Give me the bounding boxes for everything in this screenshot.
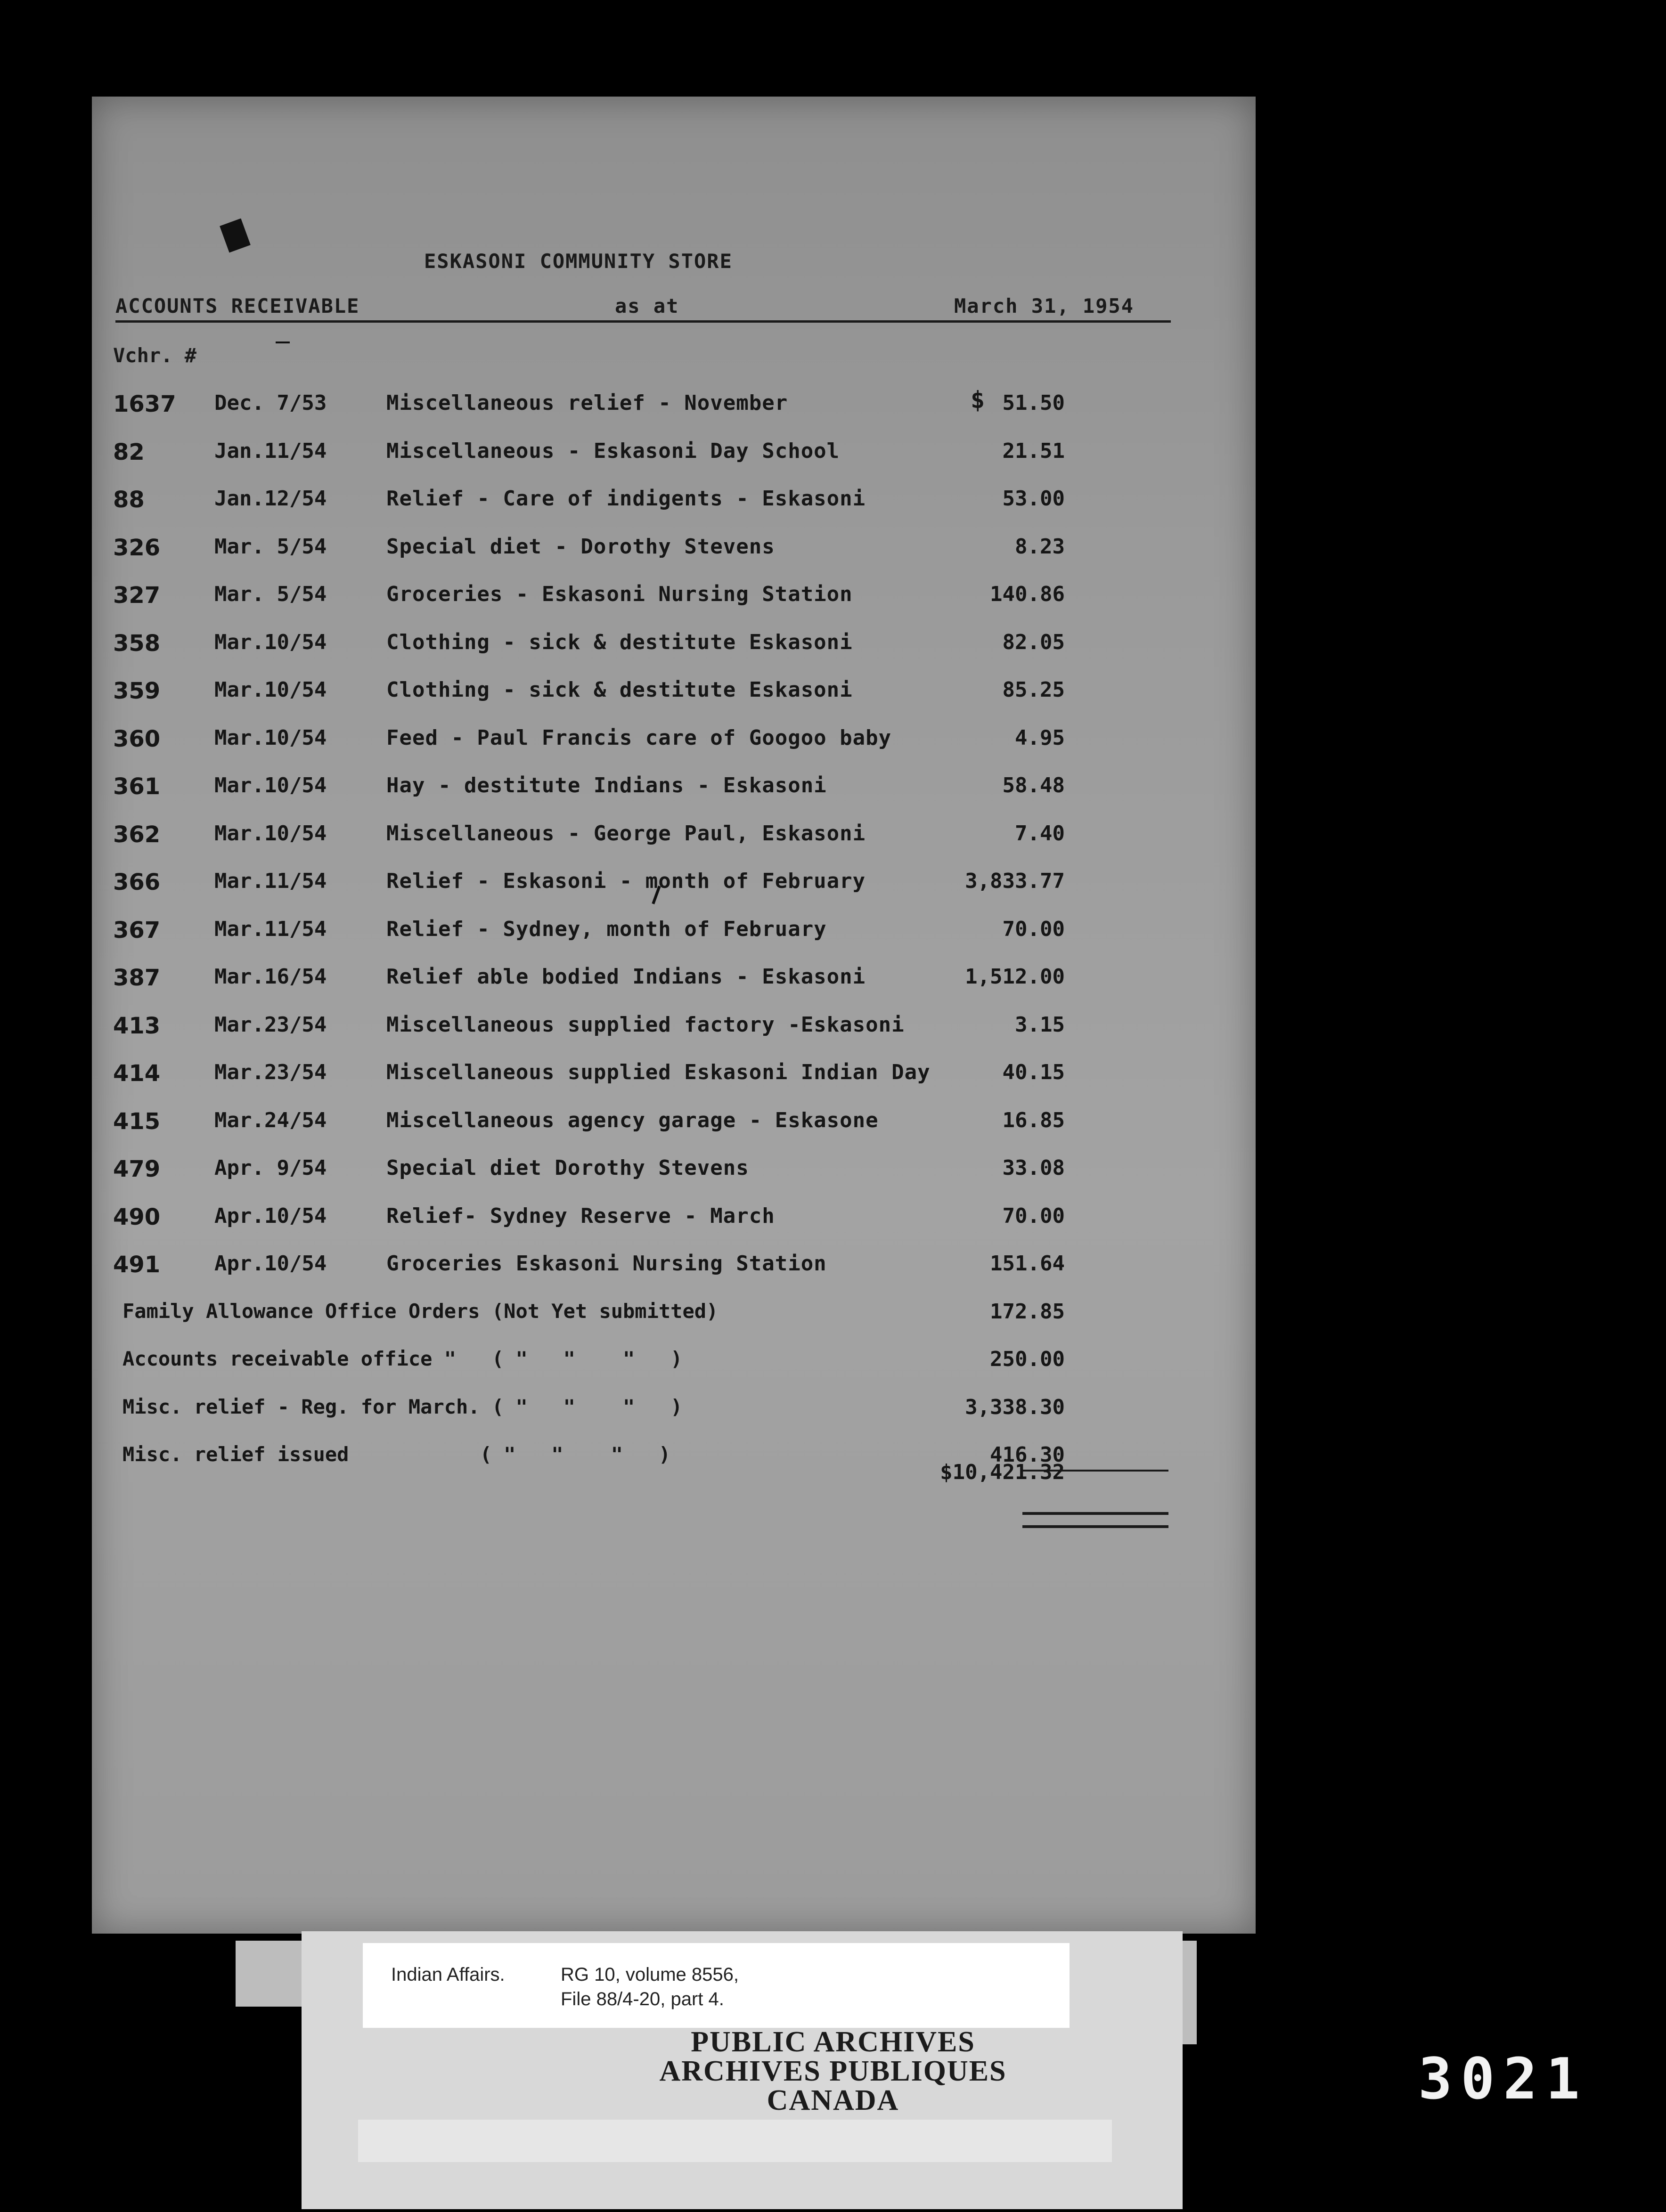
frame-number: 3021: [1418, 2047, 1588, 2112]
entry-amount: 8.23: [1015, 534, 1065, 559]
entry-date: Mar.11/54: [214, 917, 327, 941]
table-row: [0, 678, 1164, 706]
table-row: [0, 1156, 1164, 1184]
entry-amount: 21.51: [1002, 439, 1065, 463]
archive-name-fr: ARCHIVES PUBLIQUES: [659, 2055, 1007, 2087]
entry-amount: 85.25: [1002, 678, 1065, 702]
table-row: [0, 917, 1164, 945]
table-row: [0, 391, 1164, 419]
summary-amount: 3,338.30: [965, 1395, 1065, 1419]
heading-left: ACCOUNTS RECEIVABLE: [115, 294, 360, 317]
voucher-number: 82: [113, 439, 145, 465]
archive-ref-line1: RG 10, volume 8556,: [561, 1964, 739, 1985]
total-double-underline-1: [1022, 1512, 1168, 1515]
entry-description: Hay - destitute Indians - Eskasoni: [386, 773, 827, 797]
entry-date: Dec. 7/53: [214, 391, 327, 415]
table-row: [0, 726, 1164, 754]
entry-description: Relief- Sydney Reserve - March: [386, 1204, 775, 1228]
entry-description: Groceries Eskasoni Nursing Station: [386, 1252, 827, 1276]
entry-date: Mar.10/54: [214, 725, 327, 750]
table-row: [0, 773, 1164, 802]
entry-amount: 4.95: [1015, 725, 1065, 750]
summary-amount: 250.00: [990, 1347, 1065, 1371]
table-row: [0, 1204, 1164, 1232]
summary-row: [0, 1347, 1164, 1375]
entry-description: Special diet Dorothy Stevens: [386, 1156, 749, 1180]
entry-date: Jan.12/54: [214, 487, 327, 511]
voucher-number: 361: [113, 773, 161, 800]
dollar-sign: $: [971, 386, 985, 414]
entry-description: Relief - Care of indigents - Eskasoni: [386, 487, 866, 511]
entry-date: Mar.23/54: [214, 1012, 327, 1037]
voucher-number: 413: [113, 1012, 161, 1039]
archive-name-en: PUBLIC ARCHIVES: [691, 2026, 975, 2058]
entry-date: Mar.16/54: [214, 965, 327, 989]
voucher-number: 415: [113, 1108, 161, 1135]
entry-description: Clothing - sick & destitute Eskasoni: [386, 630, 853, 654]
store-title: ESKASONI COMMUNITY STORE: [424, 250, 733, 273]
table-row: [0, 869, 1164, 897]
entry-date: Mar.10/54: [214, 630, 327, 654]
summary-amount: 172.85: [990, 1299, 1065, 1324]
summary-label: Family Allowance Office Orders (Not Yet submitted): [122, 1299, 719, 1323]
voucher-number: 414: [113, 1060, 161, 1087]
voucher-number: 491: [113, 1252, 161, 1278]
entry-amount: 140.86: [990, 582, 1065, 606]
entry-amount: 3,833.77: [965, 869, 1065, 893]
table-row: [0, 1108, 1164, 1137]
voucher-number: 366: [113, 869, 161, 895]
archive-reference-slip: [363, 1943, 1070, 2028]
voucher-number: 490: [113, 1204, 161, 1230]
entry-description: Clothing - sick & destitute Eskasoni: [386, 678, 853, 702]
entry-date: Mar. 5/54: [214, 582, 327, 606]
entry-date: Apr.10/54: [214, 1252, 327, 1276]
entry-date: Jan.11/54: [214, 439, 327, 463]
entry-date: Apr. 9/54: [214, 1156, 327, 1180]
entry-description: Miscellaneous - Eskasoni Day School: [386, 439, 840, 463]
archive-source: Indian Affairs.: [391, 1964, 505, 1985]
table-row: [0, 439, 1164, 467]
summary-row: [0, 1395, 1164, 1423]
summary-amount: 416.30: [990, 1443, 1065, 1467]
grand-total: [0, 1460, 1164, 1488]
entry-date: Apr.10/54: [214, 1204, 327, 1228]
entry-amount: 53.00: [1002, 487, 1065, 511]
entry-amount: 40.15: [1002, 1060, 1065, 1084]
entry-date: Mar.11/54: [214, 869, 327, 893]
entry-description: Miscellaneous - George Paul, Eskasoni: [386, 821, 866, 846]
voucher-number: 88: [113, 487, 145, 513]
heading-right: March 31, 1954: [954, 294, 1135, 317]
entry-date: Mar.10/54: [214, 773, 327, 797]
summary-label: Misc. relief issued ( " " " ): [122, 1443, 671, 1466]
entry-amount: 70.00: [1002, 1204, 1065, 1228]
entry-amount: 151.64: [990, 1252, 1065, 1276]
table-row: [0, 965, 1164, 993]
ink-mark: [276, 342, 290, 343]
table-row: [0, 582, 1164, 610]
table-row: [0, 535, 1164, 563]
entry-date: Mar.24/54: [214, 1108, 327, 1132]
entry-amount: 1,512.00: [965, 965, 1065, 989]
entry-amount: 51.50: [1002, 391, 1065, 415]
table-row: [0, 487, 1164, 515]
entry-description: Miscellaneous agency garage - Eskasone: [386, 1108, 879, 1132]
voucher-number: 367: [113, 917, 161, 943]
entry-amount: 3.15: [1015, 1012, 1065, 1037]
table-row: [0, 821, 1164, 850]
entry-amount: 82.05: [1002, 630, 1065, 654]
entry-description: Special diet - Dorothy Stevens: [386, 534, 775, 559]
entry-description: Relief able bodied Indians - Eskasoni: [386, 965, 866, 989]
summary-label: Misc. relief - Reg. for March. ( " " " ): [122, 1395, 683, 1418]
voucher-number: 1637: [113, 391, 176, 417]
entry-amount: 33.08: [1002, 1156, 1065, 1180]
voucher-number: 359: [113, 678, 161, 704]
entry-date: Mar.10/54: [214, 678, 327, 702]
voucher-number: 362: [113, 821, 161, 848]
voucher-number: 479: [113, 1156, 161, 1182]
voucher-number: 358: [113, 630, 161, 657]
voucher-number: 360: [113, 725, 161, 752]
table-row: [0, 1060, 1164, 1089]
entry-amount: 70.00: [1002, 917, 1065, 941]
entry-description: Miscellaneous supplied factory -Eskasoni: [386, 1012, 905, 1037]
total-double-underline-2: [1022, 1525, 1168, 1528]
table-row: [0, 630, 1164, 659]
card-tab-left: [236, 1941, 302, 2007]
entry-amount: 58.48: [1002, 773, 1065, 797]
entry-amount: 7.40: [1015, 821, 1065, 846]
entry-date: Mar.23/54: [214, 1060, 327, 1084]
voucher-number: 326: [113, 534, 161, 561]
card-bottom-strip: [358, 2120, 1112, 2162]
voucher-number: 387: [113, 965, 161, 991]
entry-date: Mar.10/54: [214, 821, 327, 846]
entry-description: Relief - Sydney, month of February: [386, 917, 827, 941]
voucher-number: 327: [113, 582, 161, 609]
heading-underline: [115, 320, 1171, 323]
archive-country: CANADA: [767, 2084, 899, 2116]
entry-description: Feed - Paul Francis care of Googoo baby: [386, 725, 892, 750]
summary-label: Accounts receivable office " ( " " " ): [122, 1347, 683, 1370]
entry-description: Miscellaneous supplied Eskasoni Indian Day: [386, 1060, 931, 1084]
entry-description: Relief - Eskasoni - month of February: [386, 869, 866, 893]
grand-total-amount: $10,421.32: [940, 1460, 1065, 1484]
entry-amount: 16.85: [1002, 1108, 1065, 1132]
entry-date: Mar. 5/54: [214, 534, 327, 559]
entry-description: Miscellaneous relief - November: [386, 391, 788, 415]
table-row: [0, 1013, 1164, 1041]
summary-row: [0, 1300, 1164, 1328]
entry-description: Groceries - Eskasoni Nursing Station: [386, 582, 853, 606]
heading-mid: as at: [615, 294, 679, 317]
voucher-column-header: Vchr. #: [113, 344, 197, 367]
table-row: [0, 1252, 1164, 1280]
archive-ref-line2: File 88/4-20, part 4.: [561, 1989, 724, 2009]
